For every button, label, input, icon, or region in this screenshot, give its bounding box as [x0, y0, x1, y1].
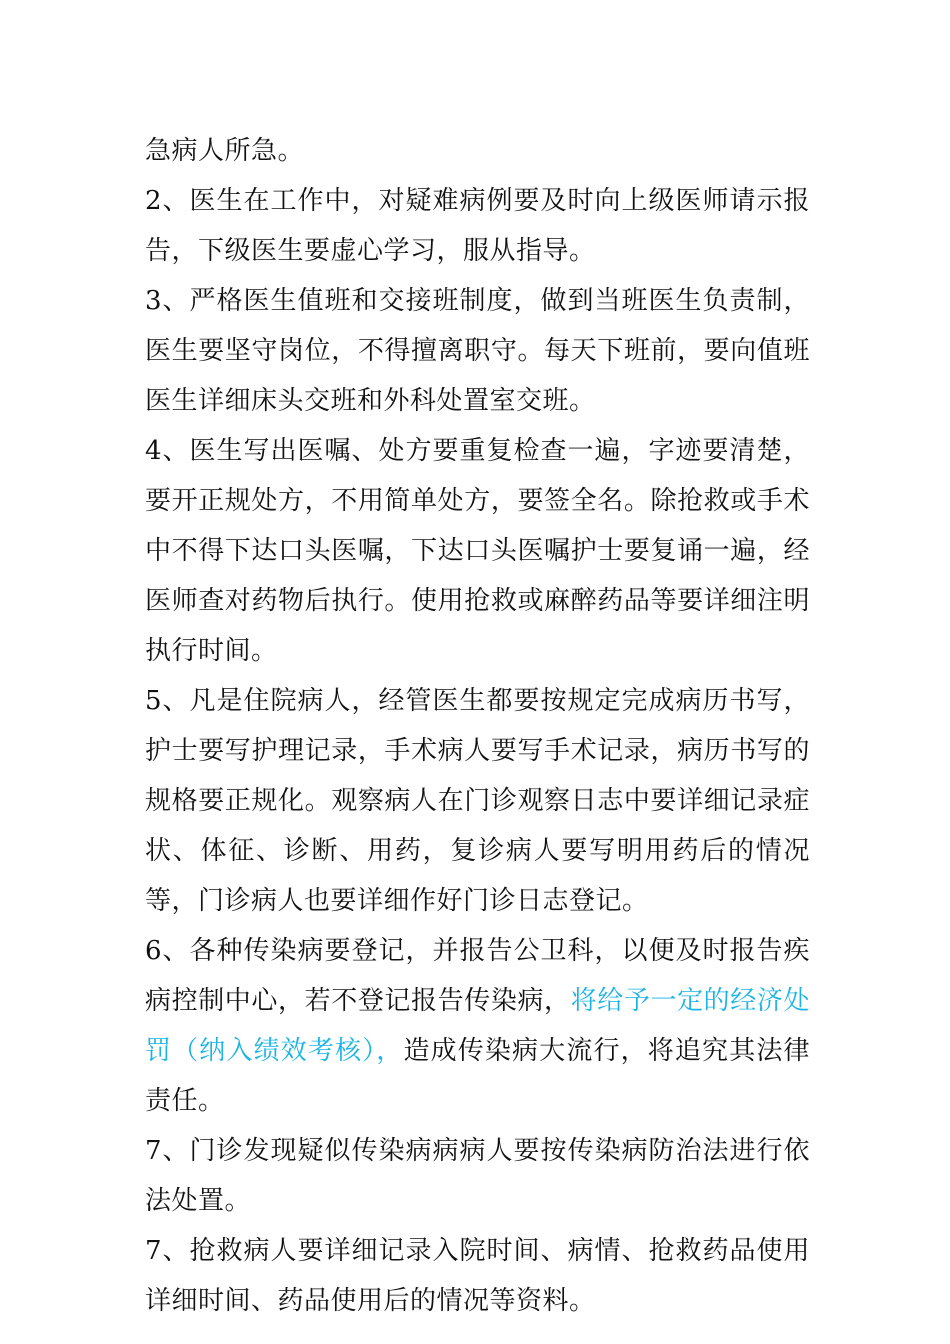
document-body: [145, 126, 810, 1326]
highlighted-penalty-text: 将给予一定的经济处罚（纳入绩效考核），: [145, 986, 810, 1066]
paragraph-item-6-text-end: 造成传染病大流行，将追究其法律责任。: [145, 1036, 810, 1116]
paragraph-item-7b: 7、抢救病人要详细记录入院时间、病情、抢救药品使用详细时间、药品使用后的情况等资料。: [145, 1236, 810, 1316]
paragraph-item-7a: 7、门诊发现疑似传染病病病人要按传染病防治法进行依法处置。: [145, 1136, 810, 1216]
paragraph-continuation: 急病人所急。: [145, 136, 305, 166]
paragraph-item-3: 3、严格医生值班和交接班制度，做到当班医生负责制，医生要坚守岗位，不得擅离职守。每天下班前，要向值班医生详细床头交班和外科处置室交班。: [145, 286, 810, 416]
paragraph-item-4: 4、医生写出医嘱、处方要重复检查一遍，字迹要清楚，要开正规处方，不用简单处方，要签全名。除抢救或手术中不得下达口头医嘱，下达口头医嘱护士要复诵一遍，经医师查对药物后执行。使用抢救或麻醉药品等要详细注明执行时间。: [145, 436, 810, 666]
paragraph-item-6-text-start: 6、各种传染病要登记，并报告公卫科，以便及时报告疾病控制中心，若不登记报告传染病，: [145, 936, 810, 1016]
paragraph-item-6: [145, 926, 810, 1126]
paragraph-item-2: 2、医生在工作中，对疑难病例要及时向上级医师请示报告，下级医生要虚心学习，服从指导。: [145, 186, 810, 266]
paragraph-item-5: 5、凡是住院病人，经管医生都要按规定完成病历书写，护士要写护理记录，手术病人要写手术记录，病历书写的规格要正规化。观察病人在门诊观察日志中要详细记录症状、体征、诊断、用药，复诊病人要写明用药后的情况等，门诊病人也要详细作好门诊日志登记。: [145, 686, 810, 916]
